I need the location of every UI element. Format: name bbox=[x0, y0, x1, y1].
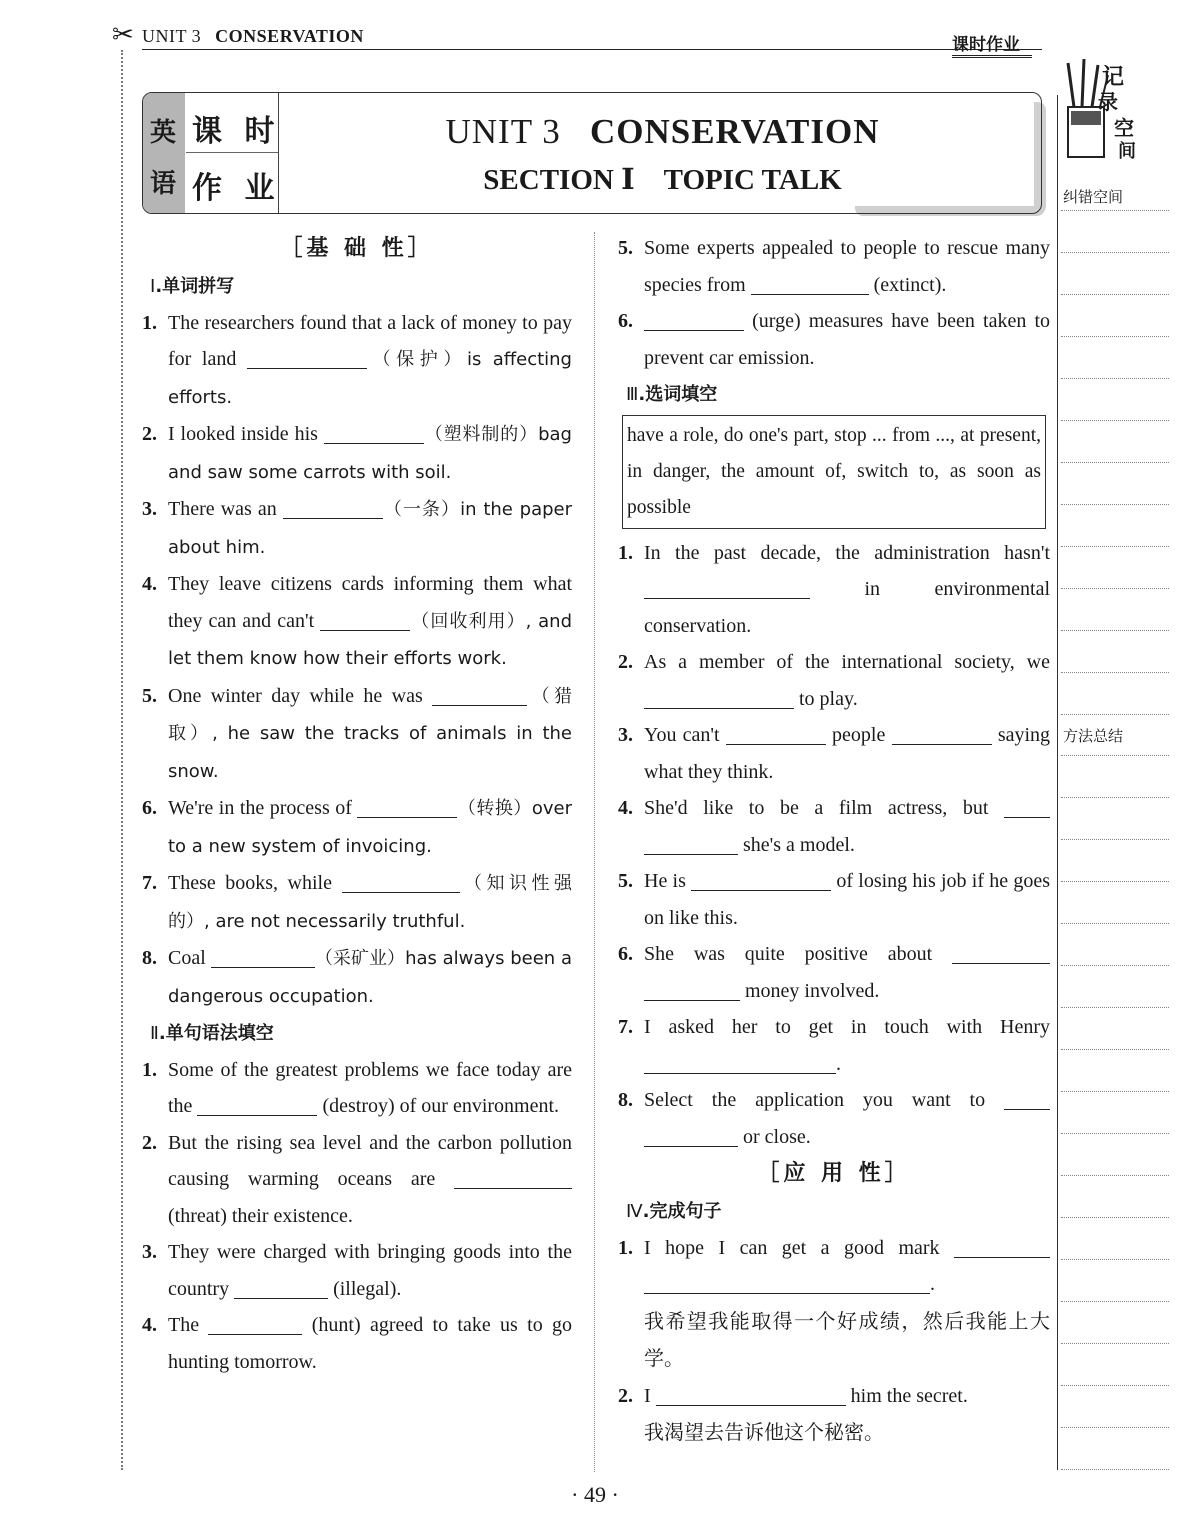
answer-blank[interactable] bbox=[1004, 1089, 1050, 1110]
answer-blank[interactable] bbox=[342, 872, 460, 893]
margin-writing-line bbox=[1061, 1049, 1169, 1050]
part-heading: Ⅱ.单句语法填空 bbox=[150, 1023, 274, 1044]
answer-blank[interactable] bbox=[454, 1168, 572, 1189]
margin-writing-line bbox=[1061, 965, 1169, 966]
margin-writing-line bbox=[1061, 378, 1169, 379]
answer-blank[interactable] bbox=[644, 310, 744, 331]
margin-writing-line bbox=[1061, 1007, 1169, 1008]
margin-writing-line bbox=[1061, 1175, 1169, 1176]
exercise-item: 2. As a member of the international society, we to play. bbox=[618, 651, 1050, 710]
exercise-item: 1. In the past decade, the administration hasn't in environmental conservation. bbox=[618, 541, 1051, 637]
margin-label-methods: 方法总结 bbox=[1063, 727, 1124, 745]
banner-divider bbox=[278, 93, 279, 213]
banner-label: 课 时 bbox=[192, 114, 281, 149]
subject-char: 语 bbox=[150, 169, 177, 199]
answer-blank[interactable] bbox=[954, 1237, 1050, 1258]
logo-char: 记 bbox=[1102, 65, 1125, 90]
margin-writing-line bbox=[1061, 672, 1169, 673]
answer-blank[interactable] bbox=[726, 724, 826, 745]
answer-blank[interactable] bbox=[320, 610, 410, 631]
margin-writing-line bbox=[1061, 1469, 1169, 1470]
margin-writing-line bbox=[1061, 252, 1169, 253]
exercise-item: 5. Some experts appealed to people to rescue many species from (extinct). bbox=[618, 237, 1050, 296]
answer-blank[interactable] bbox=[197, 1095, 317, 1116]
margin-writing-line bbox=[1061, 294, 1169, 295]
answer-blank[interactable] bbox=[952, 943, 1050, 964]
answer-blank[interactable] bbox=[234, 1278, 328, 1299]
page-number: · 49 · bbox=[571, 1482, 619, 1507]
answer-blank[interactable] bbox=[656, 1385, 846, 1406]
margin-writing-line bbox=[1061, 210, 1169, 211]
page-title: UNIT 3 CONSERVATION bbox=[445, 112, 880, 151]
exercise-item: 6. She was quite positive about money involved. bbox=[618, 936, 1050, 1009]
answer-blank[interactable] bbox=[432, 685, 527, 706]
answer-blank[interactable] bbox=[691, 870, 831, 891]
exercise-item: 2. I looked inside his （塑料制的）bag and saw some carrots with soil. bbox=[142, 423, 572, 483]
answer-blank[interactable] bbox=[644, 1053, 836, 1074]
margin-writing-line bbox=[1061, 1301, 1169, 1302]
exercise-item: 1. Some of the greatest problems we face today are the (destroy) of our environment. bbox=[142, 1058, 572, 1117]
exercise-item: 4. They leave citizens cards informing them what they can and can't （回收利用）, and let them know how their efforts work. bbox=[142, 573, 572, 669]
answer-blank[interactable] bbox=[1004, 797, 1050, 818]
logo-char: 间 bbox=[1118, 141, 1136, 162]
margin-writing-line bbox=[1061, 714, 1169, 715]
exercise-item: 2. I him the secret. 我渴望去告诉他这个秘密。 bbox=[618, 1384, 968, 1444]
margin-writing-line bbox=[1061, 504, 1169, 505]
margin-writing-line bbox=[1061, 420, 1169, 421]
margin-writing-line bbox=[1061, 1259, 1169, 1260]
answer-blank[interactable] bbox=[751, 274, 869, 295]
column-divider bbox=[594, 232, 595, 1472]
answer-blank[interactable] bbox=[357, 797, 457, 818]
answer-blank[interactable] bbox=[208, 1314, 302, 1335]
margin-writing-line bbox=[1061, 336, 1169, 337]
banner-rule bbox=[186, 152, 278, 153]
running-header: UNIT 3 CONSERVATION bbox=[142, 26, 364, 46]
section-heading-applied: ［应 用 性］ bbox=[757, 1161, 911, 1186]
exercise-item: 1. The researchers found that a lack of money to pay for land （保护）is affecting efforts. bbox=[142, 311, 572, 408]
section-heading-basic: ［基 础 性］ bbox=[280, 236, 434, 261]
answer-blank[interactable] bbox=[644, 834, 738, 855]
margin-writing-line bbox=[1061, 1133, 1169, 1134]
exercise-item: 3. They were charged with bringing goods into the country (illegal). bbox=[142, 1241, 572, 1300]
logo-char: 空 bbox=[1114, 116, 1134, 140]
right-column bbox=[618, 230, 1050, 1452]
margin-writing-line bbox=[1061, 1385, 1169, 1386]
answer-blank[interactable] bbox=[644, 1273, 930, 1294]
margin-writing-line bbox=[1061, 881, 1169, 882]
margin-writing-line bbox=[1061, 1427, 1169, 1428]
word-bank-box: have a role, do one's part, stop ... from ..., at present, in danger, the amount of, switch to, as soon as possible bbox=[622, 415, 1046, 529]
header-rule bbox=[142, 49, 1042, 50]
answer-blank[interactable] bbox=[324, 423, 424, 444]
scissors-icon: ✂ bbox=[112, 20, 134, 50]
answer-blank[interactable] bbox=[892, 724, 992, 745]
exercise-item: 4. The (hunt) agreed to take us to go hunting tomorrow. bbox=[142, 1314, 573, 1373]
part-heading: Ⅲ.选词填空 bbox=[626, 384, 718, 405]
part-heading: Ⅳ.完成句子 bbox=[626, 1201, 722, 1222]
answer-blank[interactable] bbox=[211, 947, 315, 968]
margin-writing-line bbox=[1061, 546, 1169, 547]
translation: 我渴望去告诉他这个秘密。 bbox=[644, 1420, 884, 1444]
subject-char: 英 bbox=[150, 118, 177, 148]
margin-label-corrections: 纠错空间 bbox=[1063, 188, 1124, 206]
exercise-item: 1. I hope I can get a good mark . 我希望我能取得一个好成绩，然后我能上大学。 bbox=[618, 1236, 1050, 1370]
cut-line bbox=[121, 50, 123, 1470]
translation: 我希望我能取得一个好成绩，然后我能上大学。 bbox=[644, 1308, 1050, 1370]
exercise-item: 8. Select the application you want to or close. bbox=[618, 1082, 1050, 1155]
exercise-item: 8. Coal （采矿业）has always been a dangerous occupation. bbox=[142, 947, 573, 1007]
margin-writing-line bbox=[1061, 1091, 1169, 1092]
header-tag: 课时作业 bbox=[952, 30, 1032, 58]
exercise-item: 6. We're in the process of （转换）over to a new system of invoicing. bbox=[142, 797, 573, 857]
exercise-item: 3. There was an （一条）in the paper about him. bbox=[142, 498, 572, 558]
margin-writing-line bbox=[1061, 839, 1169, 840]
margin-writing-line bbox=[1061, 1343, 1169, 1344]
margin-writing-line bbox=[1061, 1217, 1169, 1218]
answer-blank[interactable] bbox=[283, 498, 383, 519]
section-title: SECTION Ⅰ TOPIC TALK bbox=[483, 164, 842, 196]
exercise-item: 5. One winter day while he was （猎取）, he saw the tracks of animals in the snow. bbox=[142, 684, 573, 782]
margin-writing-line bbox=[1061, 797, 1169, 798]
margin-writing-line bbox=[1061, 462, 1169, 463]
margin-writing-line bbox=[1061, 588, 1169, 589]
exercise-item: 5. He is of losing his job if he goes on like this. bbox=[618, 870, 1050, 929]
answer-blank[interactable] bbox=[644, 980, 740, 1001]
margin-writing-line bbox=[1061, 755, 1169, 756]
answer-blank[interactable] bbox=[644, 578, 810, 599]
exercise-item: 7. These books, while （知识性强的）, are not necessarily truthful. bbox=[142, 872, 573, 932]
logo-char: 录 bbox=[1098, 90, 1118, 114]
exercise-item: 7. I asked her to get in touch with Henry . bbox=[618, 1016, 1050, 1075]
left-column bbox=[142, 230, 572, 1380]
exercise-item: 3. You can't people saying what they think. bbox=[618, 724, 1051, 783]
part-heading: Ⅰ.单词拼写 bbox=[150, 276, 235, 297]
answer-blank[interactable] bbox=[644, 1126, 738, 1147]
margin-writing-line bbox=[1061, 923, 1169, 924]
exercise-item: 4. She'd like to be a film actress, but she's a model. bbox=[618, 790, 1050, 863]
margin-rule bbox=[1057, 95, 1058, 1470]
exercise-item: 6. (urge) measures have been taken to prevent car emission. bbox=[618, 310, 1050, 369]
answer-blank[interactable] bbox=[644, 688, 794, 709]
banner-label: 作 业 bbox=[192, 171, 281, 206]
margin-writing-line bbox=[1061, 630, 1169, 631]
exercise-item: 2. But the rising sea level and the carbon pollution causing warming oceans are (threat) their existence. bbox=[142, 1131, 572, 1227]
answer-blank[interactable] bbox=[247, 348, 367, 369]
